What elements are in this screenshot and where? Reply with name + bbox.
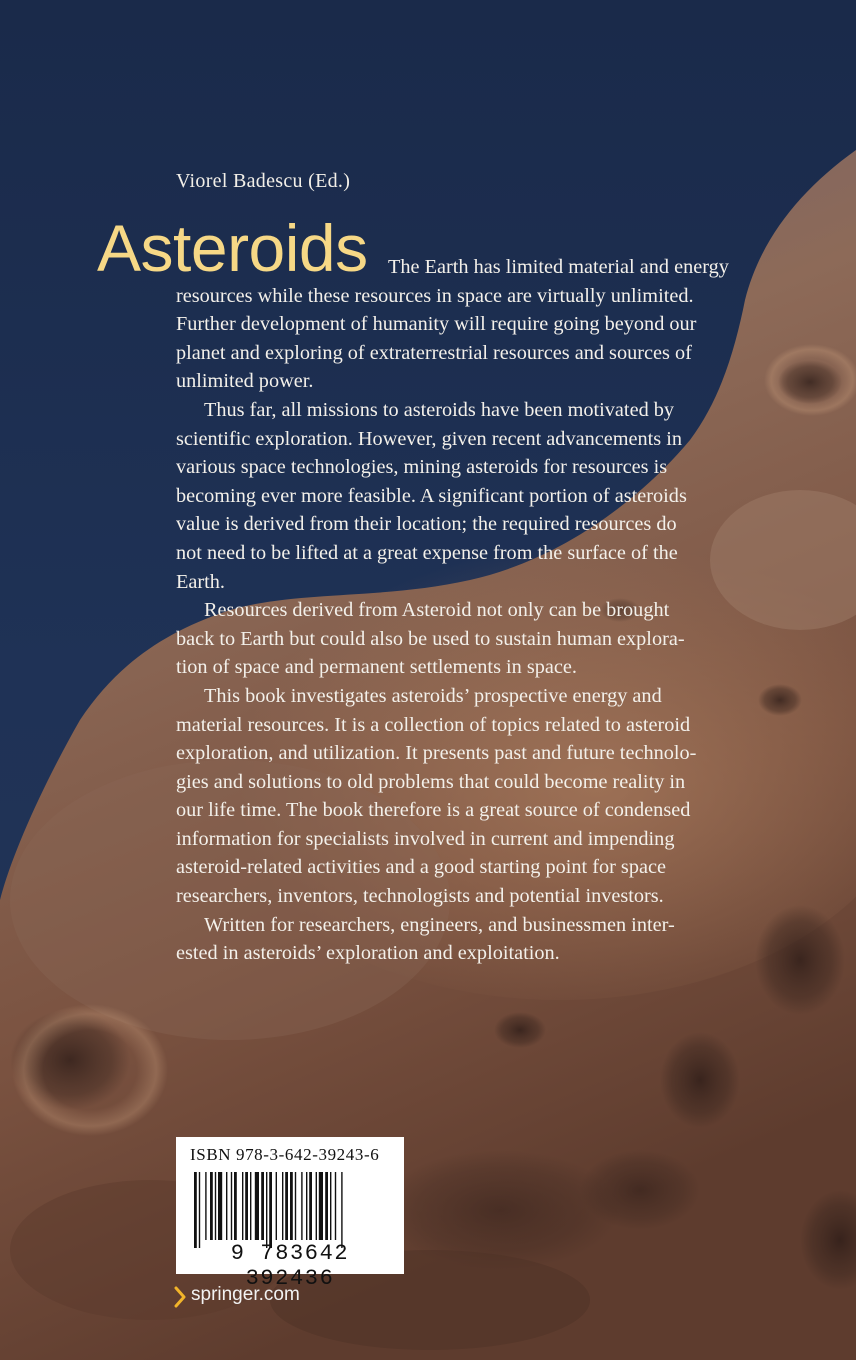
barcode-bar: [295, 1172, 296, 1240]
barcode-bar: [226, 1172, 227, 1240]
blurb-paragraph: [176, 396, 796, 596]
blurb-line: exploration, and utilization. It presents past and future technolo-: [176, 742, 697, 765]
barcode-bar: [316, 1172, 317, 1240]
blurb-line: becoming ever more feasible. A significant portion of asteroids: [176, 484, 687, 507]
blurb-line: asteroid-related activities and a good starting point for space: [176, 856, 666, 879]
blurb-line: Further development of humanity will require going beyond our: [176, 313, 697, 336]
blurb-line: Earth.: [176, 570, 225, 593]
blurb-line: back to Earth but could also be used to sustain human explora-: [176, 627, 685, 650]
blurb-line: our life time. The book therefore is a great source of condensed: [176, 799, 691, 822]
barcode-bar: [309, 1172, 312, 1240]
blurb-line: unlimited power.: [176, 370, 314, 393]
barcode-bar: [231, 1172, 232, 1240]
barcode-bar: [215, 1172, 216, 1240]
barcode-bar: [282, 1172, 283, 1240]
barcode-bar: [245, 1172, 248, 1240]
isbn-barcode-panel: [176, 1137, 404, 1291]
blurb-line: value is derived from their location; the required resources do: [176, 513, 677, 536]
barcode-bar: [242, 1172, 243, 1240]
barcode-bar: [285, 1172, 288, 1240]
barcode-bar: [250, 1172, 251, 1240]
barcode-bar: [269, 1172, 272, 1248]
barcode-bar: [218, 1172, 222, 1240]
blurb-line: material resources. It is a collection of topics related to asteroid: [176, 713, 691, 736]
barcode-bar: [205, 1172, 206, 1240]
blurb-line: scientific exploration. However, given recent advancements in: [176, 427, 683, 450]
blurb-line: Thus far, all missions to asteroids have been motivated by: [204, 398, 675, 421]
barcode-bar: [319, 1172, 323, 1240]
blurb-paragraph: [176, 911, 796, 968]
barcode-digits: 9 783642 392436: [230, 1241, 350, 1291]
blurb-line: gies and solutions to old problems that could become reality in: [176, 770, 686, 793]
blurb-line: This book investigates asteroids’ prospective energy and: [204, 684, 662, 707]
barcode-bar: [194, 1172, 197, 1248]
barcode-bar: [261, 1172, 264, 1240]
barcode-bar: [330, 1172, 331, 1240]
blurb-line: not need to be lifted at a great expense from the surface of the: [176, 541, 678, 564]
barcode-bar: [306, 1172, 307, 1240]
barcode-bar: [255, 1172, 259, 1240]
publisher-url: springer.com: [191, 1284, 300, 1305]
blurb-line: Resources derived from Asteroid not only can be brought: [204, 599, 670, 622]
barcode-bar: [325, 1172, 328, 1240]
blurb-line: ested in asteroids’ exploration and exploitation.: [176, 942, 560, 965]
chevron-right-icon: [174, 1286, 186, 1308]
editor-name: Viorel Badescu (Ed.): [176, 170, 351, 192]
isbn-label: ISBN 978-3-642-39243-6: [190, 1145, 380, 1164]
blurb-line: The Earth has limited material and energy: [388, 256, 729, 278]
barcode-bar: [234, 1172, 237, 1240]
blurb-line: information for specialists involved in current and impending: [176, 827, 675, 850]
blurb-line: tion of space and permanent settlements in space.: [176, 656, 577, 679]
barcode: [194, 1172, 386, 1248]
barcode-bar: [276, 1172, 277, 1240]
blurb-line: various space technologies, mining asteroids for resources is: [176, 456, 668, 479]
blurb-line: resources while these resources in space are virtually unlimited.: [176, 284, 694, 307]
blurb-line: researchers, inventors, technologists and potential investors.: [176, 885, 664, 908]
blurb-paragraph: [176, 253, 796, 396]
barcode-bar: [290, 1172, 293, 1240]
barcode-bar: [266, 1172, 267, 1248]
blurb-text: [176, 253, 796, 968]
blurb-paragraph: [176, 682, 796, 911]
blurb-line: Written for researchers, engineers, and businessmen inter-: [204, 913, 675, 936]
barcode-bar: [210, 1172, 213, 1240]
barcode-bar: [301, 1172, 302, 1240]
barcode-bar: [341, 1172, 342, 1248]
blurb-line: planet and exploring of extraterrestrial resources and sources of: [176, 341, 692, 364]
barcode-bar: [199, 1172, 200, 1248]
book-title: Asteroids: [97, 211, 368, 285]
barcode-bar: [335, 1172, 336, 1240]
blurb-paragraph: [176, 596, 796, 682]
